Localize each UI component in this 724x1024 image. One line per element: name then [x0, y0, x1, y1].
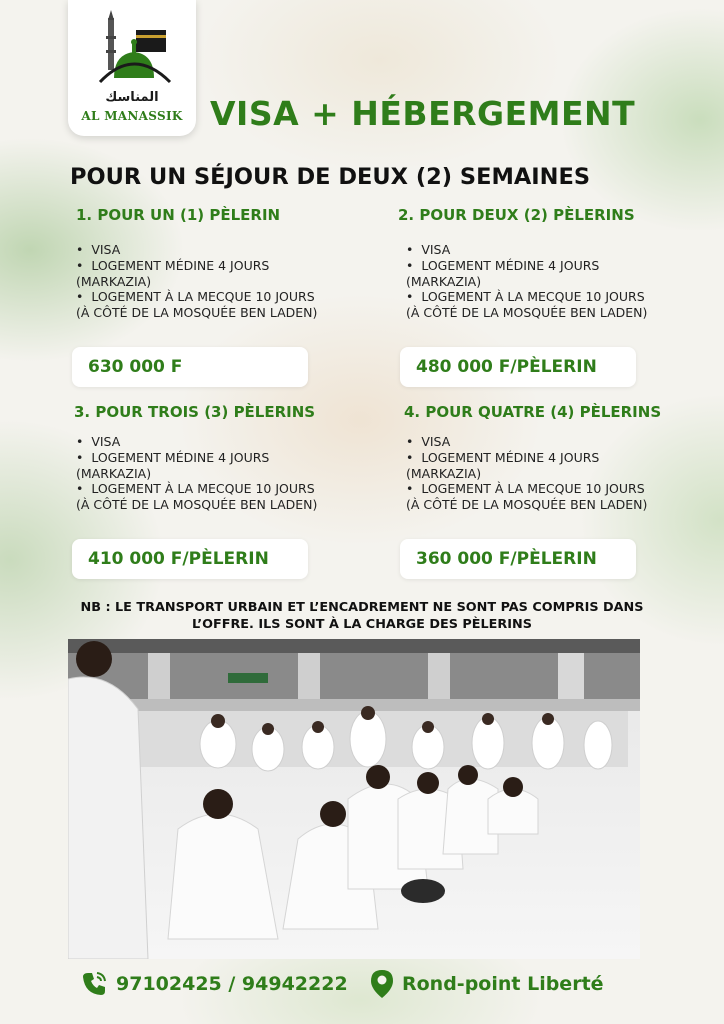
package-3-title: 3. POUR TROIS (3) PÈLERINS: [74, 403, 316, 421]
package-3-items: [76, 434, 326, 513]
kaaba-mosque-logo-icon: [82, 8, 182, 92]
package-2-title: 2. POUR DEUX (2) PÈLERINS: [398, 206, 635, 224]
list-item: • VISA: [76, 242, 121, 257]
list-item: • LOGEMENT À LA MECQUE 10 JOURS (À CÔTÉ DE LA MOSQUÉE BEN LADEN): [406, 289, 649, 321]
phone-icon: [80, 970, 108, 998]
package-4-title: 4. POUR QUATRE (4) PÈLERINS: [404, 403, 662, 421]
logo: [68, 0, 196, 136]
list-item: • VISA: [76, 434, 121, 449]
list-item: • LOGEMENT MÉDINE 4 JOURS (MARKAZIA): [76, 257, 274, 289]
logo-brand-name: AL MANASSIK: [81, 109, 183, 123]
list-item: • VISA: [406, 434, 451, 449]
list-item: • LOGEMENT MÉDINE 4 JOURS (MARKAZIA): [406, 449, 604, 481]
logo-arabic-name: المناسك: [105, 90, 159, 105]
location-pin-icon: [370, 969, 394, 999]
list-item: • LOGEMENT À LA MECQUE 10 JOURS (À CÔTÉ DE LA MOSQUÉE BEN LADEN): [76, 481, 319, 513]
package-1-title: 1. POUR UN (1) PÈLERIN: [76, 206, 281, 224]
list-item: • VISA: [406, 242, 451, 257]
footer-phone[interactable]: [80, 968, 348, 1000]
package-2-price: 480 000 F/PÈLERIN: [400, 347, 636, 387]
package-3-price: 410 000 F/PÈLERIN: [72, 539, 308, 579]
location-text: Rond-point Liberté: [402, 973, 604, 995]
package-4-price: 360 000 F/PÈLERIN: [400, 539, 636, 579]
package-2-items: [406, 242, 656, 321]
pilgrims-photo: [68, 639, 640, 959]
list-item: • LOGEMENT MÉDINE 4 JOURS (MARKAZIA): [76, 449, 274, 481]
package-1-price: 630 000 F: [72, 347, 308, 387]
page-title: VISA + HÉBERGEMENT: [210, 94, 636, 133]
package-4-items: [406, 434, 656, 513]
disclaimer-note: NB : LE TRANSPORT URBAIN ET L’ENCADREMENT NE SONT PAS COMPRIS DANS L’OFFRE. ILS SONT À LA CHARGE DES PÈLERINS: [80, 600, 644, 632]
list-item: • LOGEMENT À LA MECQUE 10 JOURS (À CÔTÉ DE LA MOSQUÉE BEN LADEN): [76, 289, 319, 321]
list-item: • LOGEMENT À LA MECQUE 10 JOURS (À CÔTÉ DE LA MOSQUÉE BEN LADEN): [406, 481, 649, 513]
phone-numbers: 97102425 / 94942222: [116, 973, 348, 995]
list-item: • LOGEMENT MÉDINE 4 JOURS (MARKAZIA): [406, 257, 604, 289]
page-subtitle: POUR UN SÉJOUR DE DEUX (2) SEMAINES: [70, 164, 591, 190]
package-1-items: [76, 242, 326, 321]
footer-location: [370, 968, 604, 1000]
